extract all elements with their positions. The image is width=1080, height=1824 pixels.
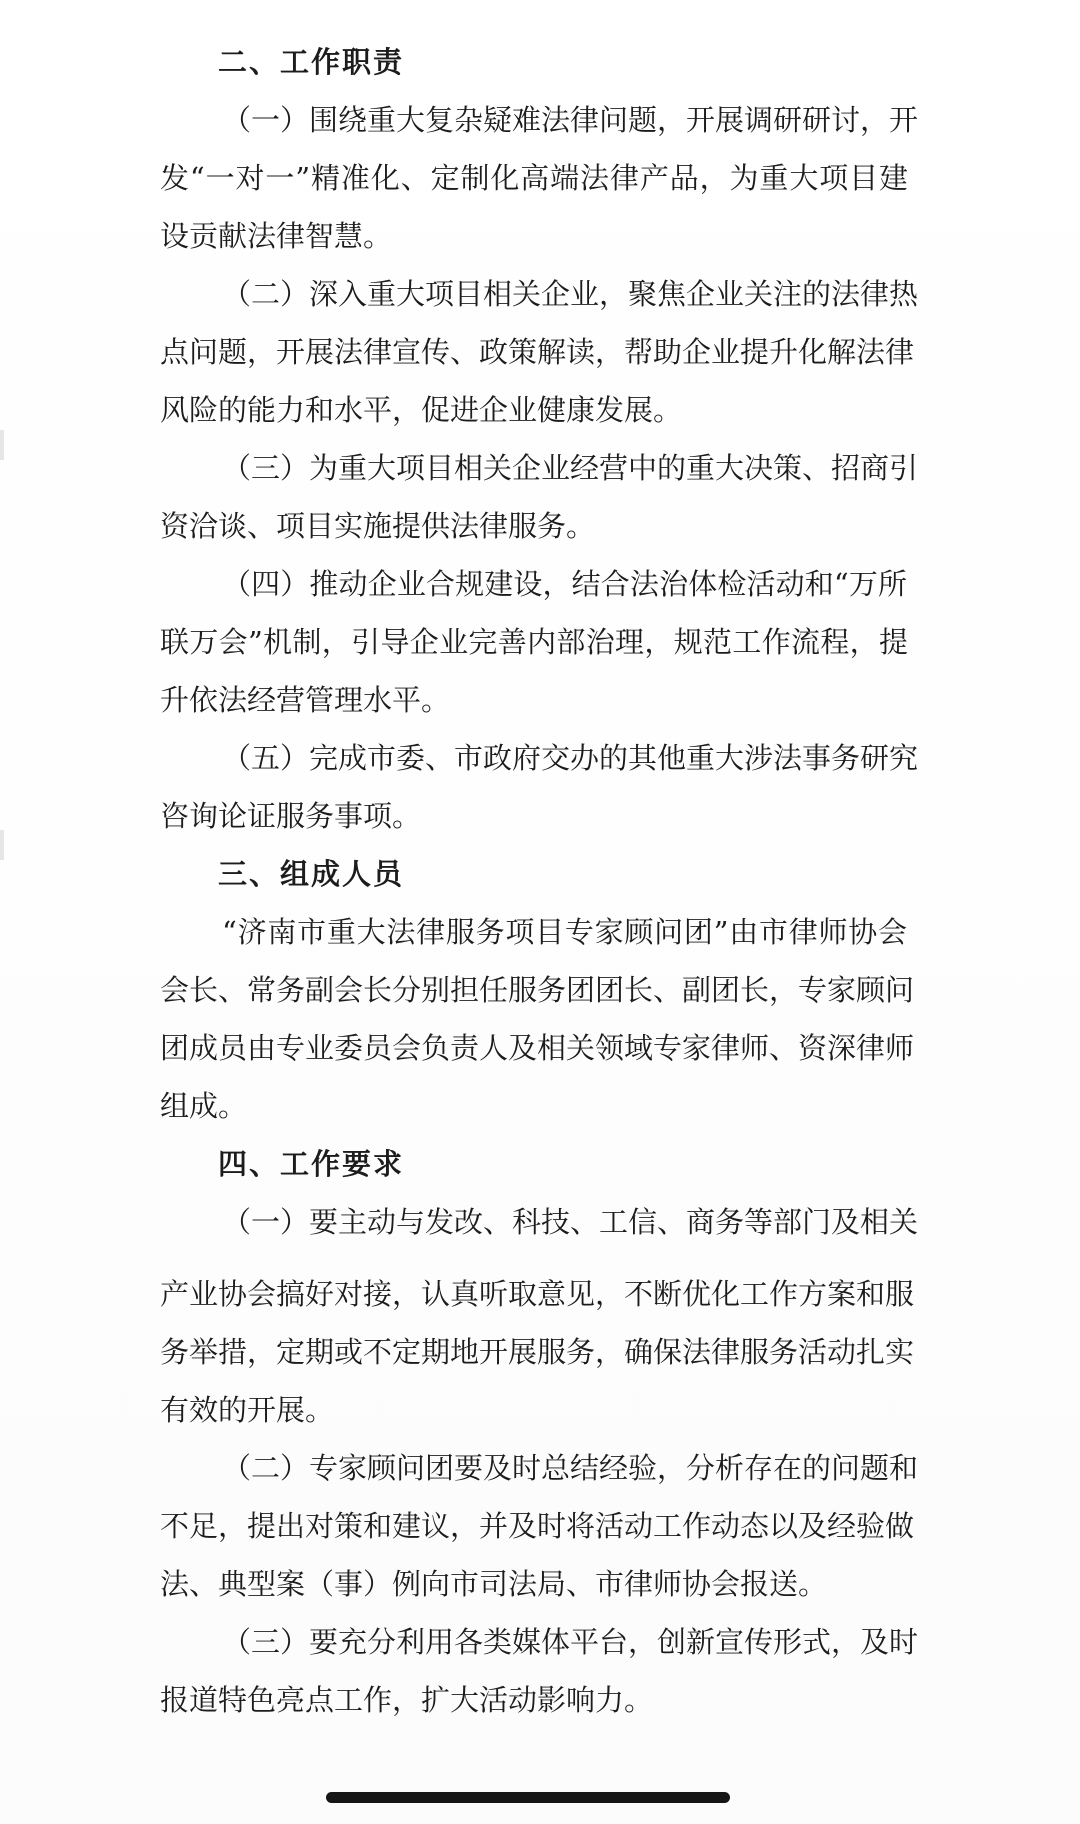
paragraph-line: 团成员由专业委员会负责人及相关领域专家律师、资深律师	[160, 1031, 915, 1065]
page-edge-shadow	[0, 430, 4, 460]
paragraph-line: 不足，提出对策和建议，并及时将活动工作动态以及经验做	[160, 1509, 915, 1543]
paragraph-line: 发“一对一”精准化、定制化高端法律产品，为重大项目建	[160, 161, 908, 195]
paragraph-line: 会长、常务副会长分别担任服务团团长、副团长，专家顾问	[160, 973, 915, 1007]
paragraph-line: “济南市重大法律服务项目专家顾问团”由市律师协会	[222, 915, 907, 949]
section-heading-requirements: 四、工作要求	[218, 1147, 405, 1181]
paragraph-line: （三）为重大项目相关企业经营中的重大决策、招商引	[222, 451, 919, 485]
paragraph-line: 组成。	[160, 1089, 248, 1123]
paragraph-line: 资洽谈、项目实施提供法律服务。	[160, 509, 596, 543]
paragraph-line: 报道特色亮点工作，扩大活动影响力。	[160, 1683, 654, 1717]
section-heading-members: 三、组成人员	[218, 857, 405, 891]
paragraph-line: 点问题，开展法律宣传、政策解读，帮助企业提升化解法律	[160, 335, 915, 369]
page-edge-shadow	[0, 830, 4, 860]
paragraph-line: （二）专家顾问团要及时总结经验，分析存在的问题和	[222, 1451, 919, 1485]
paragraph-line: 升依法经营管理水平。	[160, 683, 451, 717]
home-indicator-bar[interactable]	[326, 1792, 730, 1803]
paragraph-line: 有效的开展。	[160, 1393, 335, 1427]
paragraph-line: 咨询论证服务事项。	[160, 799, 422, 833]
paragraph-line: （一）围绕重大复杂疑难法律问题，开展调研研讨，开	[222, 103, 919, 137]
paragraph-line: 产业协会搞好对接，认真听取意见，不断优化工作方案和服	[160, 1277, 915, 1311]
paragraph-line: 法、典型案（事）例向市司法局、市律师协会报送。	[160, 1567, 828, 1601]
paragraph-line: （四）推动企业合规建设，结合法治体检活动和“万所	[222, 567, 907, 601]
paragraph-line: （二）深入重大项目相关企业，聚焦企业关注的法律热	[222, 277, 919, 311]
paragraph-line: 设贡献法律智慧。	[160, 219, 393, 253]
paragraph-line: （五）完成市委、市政府交办的其他重大涉法事务研究	[222, 741, 919, 775]
section-heading-duties: 二、工作职责	[218, 45, 405, 79]
paragraph-line: （一）要主动与发改、科技、工信、商务等部门及相关	[222, 1205, 919, 1239]
paragraph-line: 风险的能力和水平，促进企业健康发展。	[160, 393, 683, 427]
paragraph-line: 务举措，定期或不定期地开展服务，确保法律服务活动扎实	[160, 1335, 915, 1369]
paragraph-line: （三）要充分利用各类媒体平台，创新宣传形式，及时	[222, 1625, 919, 1659]
paragraph-line: 联万会”机制，引导企业完善内部治理，规范工作流程，提	[160, 625, 908, 659]
